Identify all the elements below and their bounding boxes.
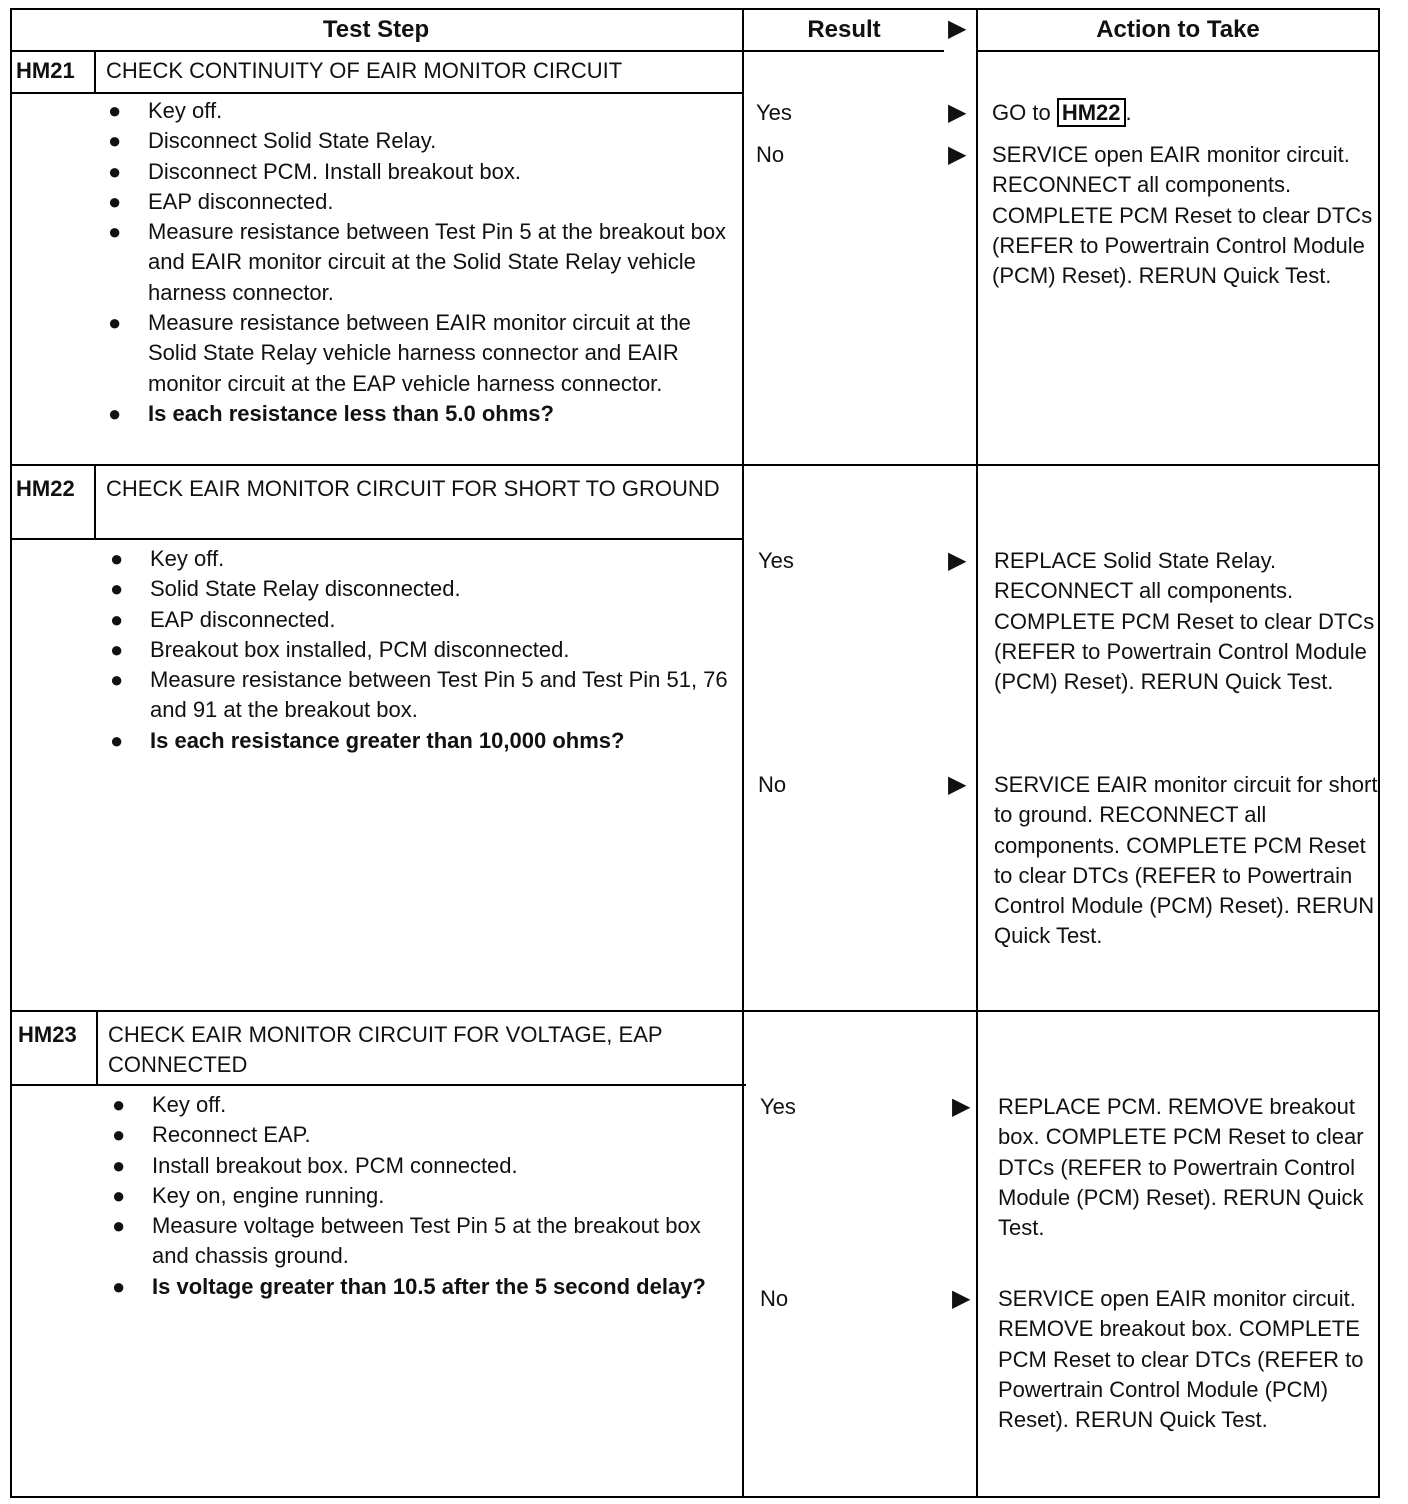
result-no: No xyxy=(760,1286,789,1311)
list-item: ● Is each resistance greater than 10,000 ohms? xyxy=(150,726,730,756)
list-item: ● Solid State Relay disconnected. xyxy=(150,574,730,604)
result-yes: Yes xyxy=(758,548,794,573)
header-arrow-icon: ▶ xyxy=(948,15,967,42)
bullet-icon: ● xyxy=(112,1213,126,1239)
step-list xyxy=(108,96,728,429)
title-underline xyxy=(10,538,744,540)
step-link-hm22[interactable]: HM22 xyxy=(1057,98,1126,127)
action-yes: GO to HM22 . xyxy=(992,100,1132,125)
list-item: ● Breakout box installed, PCM disconnected. xyxy=(150,635,730,665)
header-action: Action to Take xyxy=(978,8,1378,52)
table-right-border xyxy=(1378,8,1380,1498)
bullet-icon: ● xyxy=(110,727,124,753)
arrow-icon: ▶ xyxy=(952,1285,971,1312)
bullet-icon: ● xyxy=(112,1122,126,1148)
list-item: ● EAP disconnected. xyxy=(150,605,730,635)
list-item: ● Disconnect PCM. Install breakout box. xyxy=(148,157,728,187)
step-code: HM21 xyxy=(16,58,75,83)
row-divider xyxy=(10,464,1380,466)
bullet-icon: ● xyxy=(108,128,122,154)
bullet-icon: ● xyxy=(108,98,122,123)
action-yes: REPLACE PCM. REMOVE breakout box. COMPLETE PCM Reset to clear DTCs (REFER to Powertrain Control Module (PCM) Reset). RERUN Quick Test. xyxy=(998,1094,1364,1241)
list-item: ● Is each resistance less than 5.0 ohms? xyxy=(148,399,728,429)
bullet-icon: ● xyxy=(108,400,122,426)
list-item: ● Measure resistance between EAIR monitor circuit at the Solid State Relay vehicle harness connector and EAIR monitor circuit at the EAP vehicle harness connector. xyxy=(108,310,691,396)
step-code: HM23 xyxy=(18,1022,77,1047)
bullet-icon: ● xyxy=(110,636,124,662)
arrow-icon: ▶ xyxy=(952,1093,971,1120)
list-item: ● Reconnect EAP. xyxy=(152,1120,732,1150)
result-no: No xyxy=(756,142,785,167)
code-divider xyxy=(96,1012,98,1084)
action-yes: REPLACE Solid State Relay. RECONNECT all components. COMPLETE PCM Reset to clear DTCs (REFER to Powertrain Control Module (PCM) Reset). RERUN Quick Test. xyxy=(994,548,1375,695)
list-item: ● Install breakout box. PCM connected. xyxy=(152,1151,732,1181)
step-title: CHECK CONTINUITY OF EAIR MONITOR CIRCUIT xyxy=(106,58,623,83)
arrow-icon: ▶ xyxy=(948,547,967,574)
bullet-icon: ● xyxy=(110,606,124,632)
action-no: SERVICE open EAIR monitor circuit. REMOVE breakout box. COMPLETE PCM Reset to clear DTCs (REFER to Powertrain Control Module (PCM) Reset). RERUN Quick Test. xyxy=(998,1286,1364,1433)
diagnostic-table xyxy=(10,8,1380,1498)
bullet-icon: ● xyxy=(112,1182,126,1208)
step-list xyxy=(110,544,730,756)
list-item: ● EAP disconnected. xyxy=(148,187,728,217)
bullet-icon: ● xyxy=(110,576,124,602)
list-item: ● Key off. xyxy=(150,544,730,574)
row-divider xyxy=(10,1010,1380,1012)
list-item: ● Measure voltage between Test Pin 5 at the breakout box and chassis ground. xyxy=(112,1213,701,1269)
action-no: SERVICE EAIR monitor circuit for short to ground. RECONNECT all components. COMPLETE PCM Reset to clear DTCs (REFER to Powertrain Control Module (PCM) Reset). RERUN Quick Test. xyxy=(994,772,1378,949)
header-test-step: Test Step xyxy=(10,8,742,52)
arrow-icon: ▶ xyxy=(948,771,967,798)
arrow-icon: ▶ xyxy=(948,99,967,126)
list-item: ● Key off. xyxy=(148,96,728,126)
bullet-icon: ● xyxy=(108,310,122,336)
table-left-border xyxy=(10,8,12,1498)
arrow-icon: ▶ xyxy=(948,141,967,168)
bullet-icon: ● xyxy=(110,546,124,571)
code-divider xyxy=(94,466,96,538)
step-code: HM22 xyxy=(16,476,75,501)
result-yes: Yes xyxy=(760,1094,796,1119)
step-title: CHECK EAIR MONITOR CIRCUIT FOR SHORT TO GROUND xyxy=(106,476,720,501)
bullet-icon: ● xyxy=(108,158,122,184)
bullet-icon: ● xyxy=(112,1092,126,1117)
bullet-icon: ● xyxy=(110,667,124,693)
bullet-icon: ● xyxy=(108,219,122,245)
bullet-icon: ● xyxy=(112,1152,126,1178)
result-yes: Yes xyxy=(756,100,792,125)
header-result: Result xyxy=(744,8,944,52)
list-item: ● Disconnect Solid State Relay. xyxy=(148,126,728,156)
title-underline xyxy=(10,1084,746,1086)
code-divider xyxy=(94,52,96,92)
list-item: ● Key off. xyxy=(152,1090,732,1120)
step-list xyxy=(112,1090,732,1302)
bullet-icon: ● xyxy=(108,188,122,214)
title-underline xyxy=(10,92,744,94)
col-divider-step-result xyxy=(742,8,744,1498)
list-item: ● Is voltage greater than 10.5 after the 5 second delay? xyxy=(152,1272,732,1302)
col-divider-result-action xyxy=(976,8,978,1498)
list-item: ● Measure resistance between Test Pin 5 at the breakout box and EAIR monitor circuit at the Solid State Relay vehicle harness connector. xyxy=(108,219,727,305)
step-title: CHECK EAIR MONITOR CIRCUIT FOR VOLTAGE, EAP CONNECTED xyxy=(108,1022,663,1077)
bullet-icon: ● xyxy=(112,1273,126,1299)
table-bottom-border xyxy=(10,1496,1380,1498)
list-item: ● Measure resistance between Test Pin 5 and Test Pin 51, 76 and 91 at the breakout box. xyxy=(110,667,728,723)
action-no: SERVICE open EAIR monitor circuit. RECONNECT all components. COMPLETE PCM Reset to clear DTCs (REFER to Powertrain Control Module (PCM) Reset). RERUN Quick Test. xyxy=(992,142,1373,289)
result-no: No xyxy=(758,772,787,797)
list-item: ● Key on, engine running. xyxy=(152,1181,732,1211)
